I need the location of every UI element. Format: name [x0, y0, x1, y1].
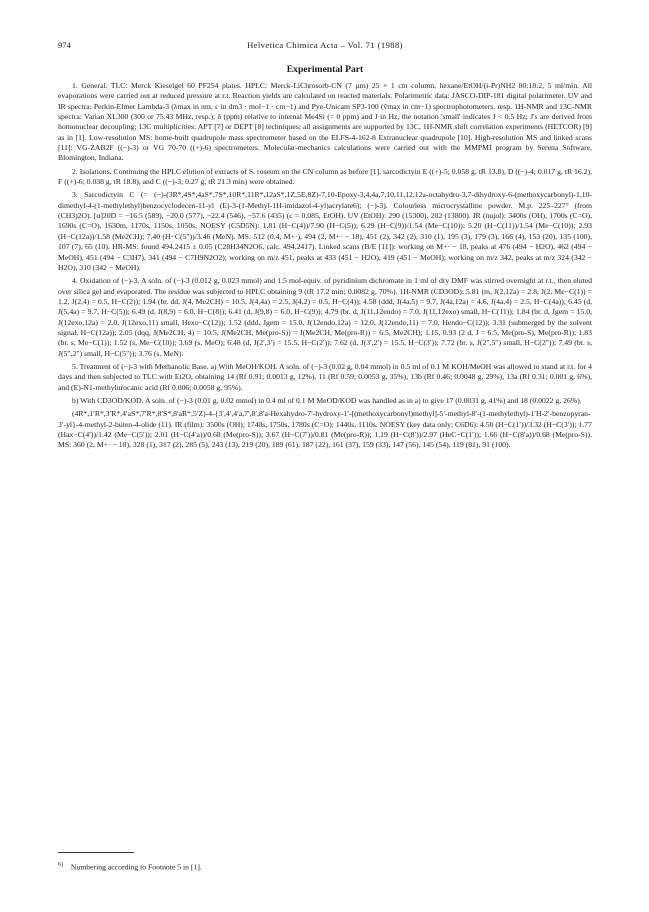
- footnote-text: Numbering according to Footnote 5 in [1].: [70, 862, 202, 872]
- running-header: [58, 40, 592, 54]
- footnote-rule: [58, 852, 134, 853]
- paragraph-methanolic-base: 5. Treatment of (−)-3 with Methanolic Base. a) With MeOH/KOH. A soln. of (−)-3 (0.02 g, 0.04 mmol) in 0.5 ml of 0.1 M KOH/MeOH was allowed to stand at r.t. for 4 days and then subjected to TLC with Et2O, obtaining 14 (Rf 0.91; 0.0013 g, 12%), 11 (Rf 0.59; 0.0053 g, 35%), 13b (Rf 0.46; 0.0048 g, 29%), 13a (Rf 0.31; 0.001 g, 6%), and (E)-N1-methylurocanic acid (Rf 0.006; 0.0058 g, 95%).: [58, 361, 592, 392]
- footnote-mark: 6): [58, 862, 63, 868]
- paragraph-oxidation: 4. Oxidation of (−)-3. A soln. of (−)-3 (0.012 g, 0.023 mmol) and 1.5 mol-equiv. of pyridinium dichromate in 1 ml of dry DMF was stirred overnight at r.t., then eluted over silica gel and evaporated. The residue was subjected to HPLC obtaining 9 (tR 17.2 min; 0.0082 g, 70%). 1H-NMR (CD3OD): 5.81 (m, J(2,12a) = 2.8, J(2, Me−C(1)) = 1.2, J(2,4) = 0.5, H−C(2)); 1.94 (br. dd, J(4, Me2CH) = 10.5, J(4,4a) = 2.5, J(4,2) = 0.5, H−C(4)); 4.58 (ddd, J(4a,5) = 9.7, J(4a,12a) = 4.6, J(4a,4) = 2.5, H−C(4a)); 6.45 (d, J(5,4a) = 9.7, H−C(5)); 6.49 (d, J(8,9) = 6.0, H−C(8)); 6.41 (d, J(9,8) = 6.0, H−C(9)); 4.79 (br. d, J(11,12endo) = 7.0, J(11,12exo) small, H−C(11)); 1.84 (br. d, Jgem = 15.0, J(12exo,12a) = 2.0, J(12exo,11) small, Hexo−C(12)); 1.52 (ddd, Jgem = 15.0, J(12endo,12a) = 12.0, J(12endo,11) = 7.0, Hendo−C(12)); 3.31 (submerged by the solvent signal, H−C(12a)); 2.05 (dqq, J(Me2CH, 4) = 10.5, J(Me2CH, Me(pro-S)) = J(Me2CH, Me(pro-R)) = 6.5, Me2CH); 1.15, 0.93 (2 d, J = 6.5, Me(pro-S), Me(pro-R)); 1.83 (br. s, Me−C(1)); 1.52 (s, Me−C(10)); 3.69 (s, MeO); 6.48 (d, J(2′,3′) = 15.5, H−C(2′)); 7.62 (d, J(3′,2′) = 15.5, H−C(3′)); 7.72 (br. s, J(2″,5″) small, H−C(2″)); 7.49 (br. s, J(5″,2″) small, H−C(5″)); 3.76 (s, MeN).: [58, 276, 592, 358]
- page-number: 974: [58, 40, 71, 50]
- paragraph-isolations: 2. Isolations. Continuing the HPLC elution of extracts of S. roseum on the CN column as before [1], sarcodictyin E ((+)-5; 0.058 g, tR 13.8), D ((−)-4; 0.017 g, tR 16.2), F ((+)-6; 0.038 g, tR 18.8), and C ((−)-3; 0.27 g, tR 21.3 min) were obtained.: [58, 166, 592, 187]
- footnote: [58, 860, 592, 873]
- page: [58, 40, 592, 454]
- paragraph-cd3od-kod: b) With CD3OD/KOD. A soln. of (−)-3 (0.01 g, 0.02 mmol) in 0.4 ml of 0.1 M MeOD/KOD was handled as in a) to give 17 (0.0031 g, 41%) and 18 (0.0022 g, 26%).: [72, 395, 582, 405]
- journal-title: Helvetica Chimica Acta – Vol. 71 (1988): [247, 40, 403, 50]
- paragraph-sarcodictyin-c: 3. Sarcodictyin C (= (−)-(3R*,4S*,4aS*,7S*,10R*,11R*,12aS*,1Z,5E,8Z)-7,10-Epoxy-3,4,4a,7,10,11,12,12a-octahydro-3,7-dihydroxy-6-(methoxycarbonyl)-1,10-dimethyl-4-(1-methylethyl)benzocyclodecen-11-yl (E)-3-(1-Methyl-1H-imidazol-4-yl)acrylate6); (−)-3). Colourless microcrystalline powder. M.p. 225–227° (from (CH3)2O). [α]20D = −16.5 (589), −20.0 (577), −22.4 (546), −57.6 (435) (c = 0.085, EtOH). UV (EtOH): 290 (15300), 202 (13800). IR (nujol): 3400s (OH), 1700s (C=O), 1690s (C=O), 1630m, 1170s, 1150s, 1050s. NOESY (C5D5N): 1.81 (H−C(4))/7.90 (H−C(5)); 6.29 (H−C(9))/1.54 (Me−C(10)); 5.20 (H−C(11))/1.54 (Me−C(10)); 2.93 (H−C(12a))/1.58 (Me2CH); 7.40 (H−C(5″))/3.46 (MeN). MS: 512 (0.4, M+·), 494 (2, M+· − 18), 451 (2), 342 (2), 310 (1), 195 (3), 179 (3), 166 (4), 153 (20), 135 (100), 107 (7), 65 (10). HR-MS: found 494.2415 ± 0.05 (C28H34N2O6, calc. 494.2417). Linked scans (B/E [11]): working on M+· − 18, peaks at 476 (494 − H2O), 462 (494 − MeOH), 451 (494 − C3H7), 341 (494 − C7H9N2O2); working on m/z 451, peaks at 433 (451 − H2O), 419 (451 − MeOH); working on m/z 342, peaks at m/z 324 (342 − H2O), 310 (342 − MeOH).: [58, 190, 592, 272]
- paragraph-compound-11: (4R*,1′R*,3′R*,4′aS*,7′R*,8′S*,8′aR*,5′Z)-4-{3′,4′,4′a,7′,8′,8′a-Hexahydro-7′-hydroxy-1′-[(methoxycarbonyl)methyl]-5′-methyl-8′-(1-methylethyl)-1′H-2′-benzopyran-3′-yl}-4-methyl-2-buten-4-olide (11). IR (film): 3500s (OH); 1740s, 1750s, 1780s (C=O); 1440s, 1110s. NOESY (key data only; C6D6): 4.50 (H−C(1′))/3.32 (H−C(3′)); 1.77 (Hax−C(4′))/1.42 (Me−C(5′)); 2.01 (H−C(4′a))/0.68 (Me(pro-S)); 3.67 (H−C(7′))/0.81 (Me(pro-R)); 1.19 (H−C(8′))/2.97 (HeC−C(1′)); 1.66 (H−C(8′a))/0.68 (Me(pro-S)). MS: 360 (2, M+· − 18), 328 (1), 317 (2), 285 (5), 243 (13), 219 (20), 189 (61), 187 (22), 161 (37), 159 (33), 147 (56), 145 (54), 119 (81), 91 (100).: [58, 409, 592, 450]
- section-title: Experimental Part: [286, 64, 364, 75]
- paragraph-general: 1. General. TLC: Merck Kieselgel 60 PF254 plates. HPLC: Merck-LiChrosorb-CN (7 µm) 25 × 1 cm column, hexane/EtOH/(i-Pr)NH2 80:18:2, 5 ml/min. All evaporations were carried out at reduced pressure at r.t. Reaction yields are calculated on reacted materials. Polarimetric data: JASCO-DIP-181 digital polarimeter. UV and IR spectra: Perkin-Elmer Lambda-3 (λmax in nm, ε in dm3 · mol−1 · cm−1) and Pye-Unicam SP3-100 (ṽmax in cm−1) spectrophotometers, resp. 1H-NMR and 13C-NMR spectra: Varian XL300 (300 or 75.43 MHz, resp.); δ (ppm) relative to internal Me4Si (= 0 ppm) and J in Hz, the notation 'small' indicates J < 0.5 Hz; J's are derived from homonuclear decoupling; 13C multiplicities: APT [7] or DEPT [8] techniques; all assignments are supported by 13C, 1H-NMR shift correlation experiments (HETCOR) [9] as in [1]. Low-resolution MS: home-built quadrupole mass spectrometer based on the ELFS-4-162-8 Extranuclear quadrupole [10]. High-resolution MS and linked scans [11]: VG-ZAB2F ((−)-3) or VG 70-70 ((+)-6) spectrometers. Molecular-mechanics calculations were carried out with the MMPMI program by Serena Software, Blomington, Indiana.: [58, 81, 592, 163]
